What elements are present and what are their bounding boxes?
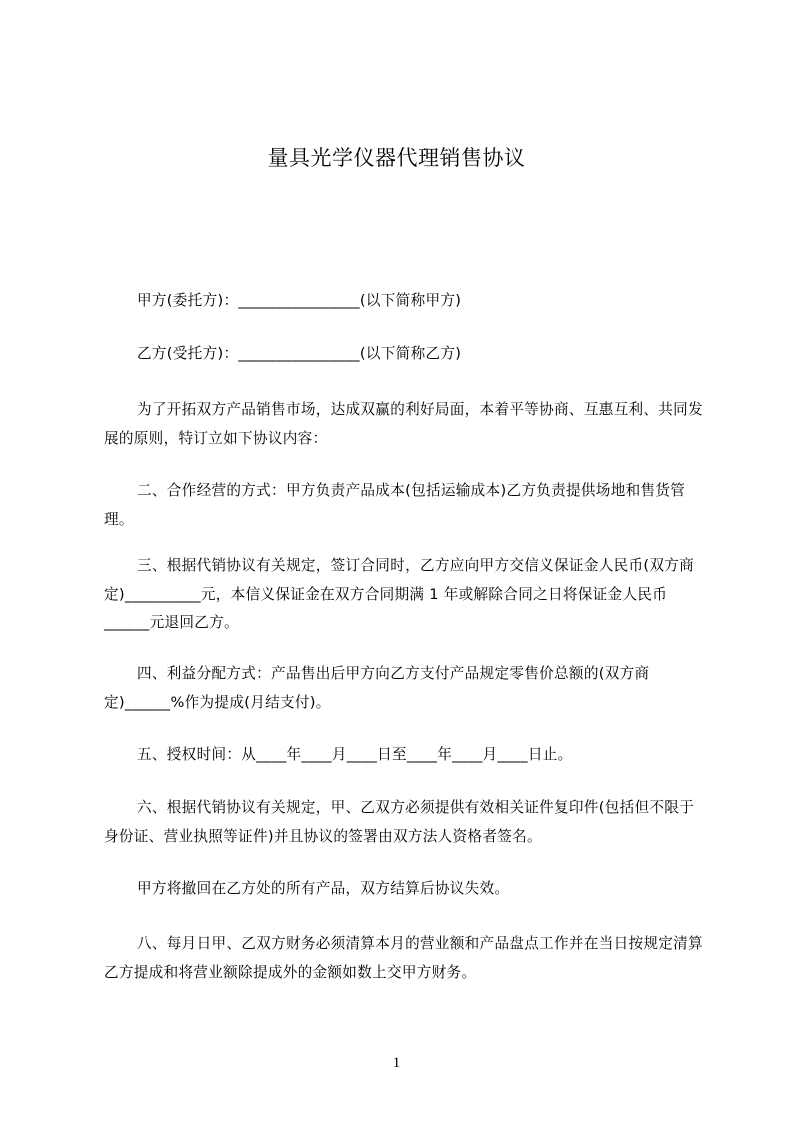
clause-3-paragraph: 三、根据代销协议有关规定，签订合同时，乙方应向甲方交信义保证金人民币(双方商定)__________元，本信义保证金在双方合同期满 1 年或解除合同之日将保证金人民币______元退回乙方。 (104, 557, 695, 631)
party-b-line: 乙方(受托方)：________________(以下简称乙方) (137, 345, 462, 362)
document-title: 量具光学仪器代理销售协议 (267, 146, 526, 170)
withdrawal-paragraph: 甲方将撤回在乙方处的所有产品，双方结算后协议失效。 (137, 880, 510, 897)
clause-6-paragraph: 六、根据代销协议有关规定，甲、乙双方必须提供有效相关证件复印件(包括但不限于身份证、营业执照等证件)并且协议的签署由双方法人资格者签名。 (104, 799, 695, 845)
clause-8-paragraph: 八、每月日甲、乙双方财务必须清算本月的营业额和产品盘点工作并在当日按规定清算乙方提成和将营业额除提成外的金额如数上交甲方财务。 (104, 935, 703, 981)
clause-2-paragraph: 二、合作经营的方式：甲方负责产品成本(包括运输成本)乙方负责提供场地和售货管理。 (104, 482, 686, 528)
party-a-line: 甲方(委托方)：________________(以下简称甲方) (137, 292, 462, 309)
preamble-paragraph: 为了开拓双方产品销售市场，达成双赢的利好局面，本着平等协商、互惠互利、共同发展的原则，特订立如下协议内容： (104, 401, 703, 447)
clause-4-paragraph: 四、利益分配方式：产品售出后甲方向乙方支付产品规定零售价总额的(双方商定)______%作为提成(月结支付)。 (104, 665, 650, 711)
page-number: 1 (392, 1055, 401, 1071)
clause-5-paragraph: 五、授权时间：从____年____月____日至____年____月____日止。 (137, 746, 573, 763)
